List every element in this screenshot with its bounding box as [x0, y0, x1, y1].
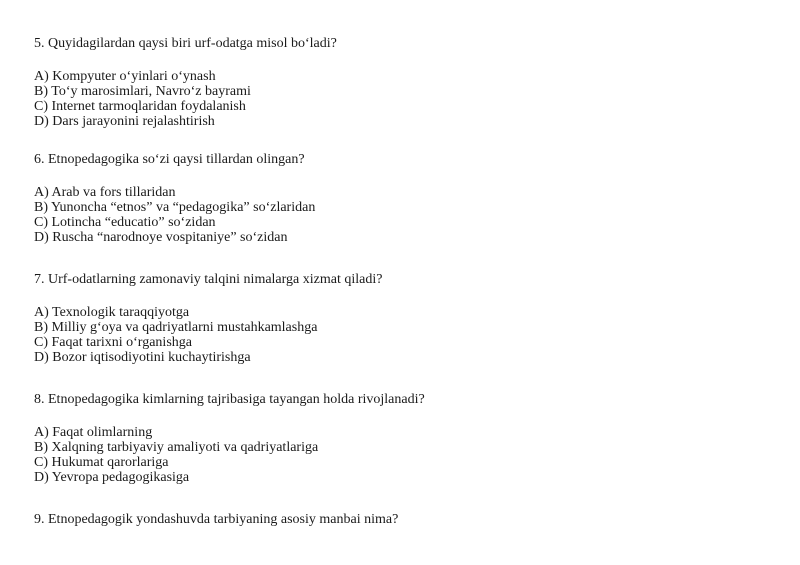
question-text: 6. Etnopedagogika so‘zi qaysi tillardan olingan? [34, 152, 305, 167]
option-c: C) Lotincha “educatio” so‘zidan [34, 215, 216, 230]
options-list [34, 425, 774, 485]
option-d: D) Yevropa pedagogikasiga [34, 470, 190, 485]
option-d: D) Bozor iqtisodiyotini kuchaytirishga [34, 350, 251, 365]
option-b: B) To‘y marosimlari, Navro‘z bayrami [34, 84, 251, 99]
option-a: A) Kompyuter o‘yinlari o‘ynash [34, 69, 216, 84]
question-text: 9. Etnopedagogik yondashuvda tarbiyaning asosiy manbai nima? [34, 512, 399, 527]
option-b: B) Xalqning tarbiyaviy amaliyoti va qadriyatlariga [34, 440, 319, 455]
option-b: B) Yunoncha “etnos” va “pedagogika” so‘zlaridan [34, 200, 316, 215]
option-a: A) Arab va fors tillaridan [34, 185, 176, 200]
question-5 [34, 36, 774, 129]
question-6 [34, 152, 774, 245]
options-list [34, 69, 774, 129]
question-8 [34, 392, 774, 485]
option-b: B) Milliy g‘oya va qadriyatlarni mustahkamlashga [34, 320, 318, 335]
option-c: C) Hukumat qarorlariga [34, 455, 169, 470]
option-a: A) Faqat olimlarning [34, 425, 153, 440]
question-text: 5. Quyidagilardan qaysi biri urf-odatga misol bo‘ladi? [34, 36, 337, 51]
option-d: D) Dars jarayonini rejalashtirish [34, 114, 215, 129]
question-text: 8. Etnopedagogika kimlarning tajribasiga tayangan holda rivojlanadi? [34, 392, 425, 407]
options-list [34, 185, 774, 245]
options-list [34, 305, 774, 365]
question-text: 7. Urf-odatlarning zamonaviy talqini nimalarga xizmat qiladi? [34, 272, 383, 287]
option-a: A) Texnologik taraqqiyotga [34, 305, 190, 320]
option-c: C) Faqat tarixni o‘rganishga [34, 335, 192, 350]
question-9 [34, 512, 774, 528]
option-c: C) Internet tarmoqlaridan foydalanish [34, 99, 246, 114]
question-7 [34, 272, 774, 365]
option-d: D) Ruscha “narodnoye vospitaniye” so‘zidan [34, 230, 288, 245]
